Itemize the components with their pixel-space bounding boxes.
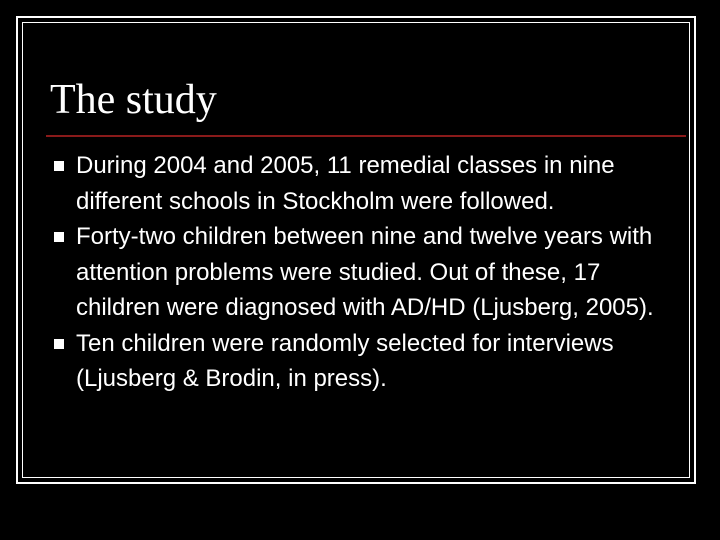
bullet-text: Ten children were randomly selected for interviews (Ljusberg & Brodin, in press).	[76, 329, 614, 392]
bullet-item	[54, 219, 674, 326]
title-divider	[46, 135, 686, 137]
square-bullet-icon	[54, 161, 64, 171]
bullet-item	[54, 326, 674, 397]
slide-title: The study	[50, 77, 217, 123]
bullet-text: Forty-two children between nine and twelve years with attention problems were studied. Out of these, 17 children were diagnosed with AD/HD (Ljusberg, 2005).	[76, 223, 654, 321]
bullet-list	[54, 148, 674, 397]
square-bullet-icon	[54, 232, 64, 242]
square-bullet-icon	[54, 339, 64, 349]
bullet-text: During 2004 and 2005, 11 remedial classes in nine different schools in Stockholm were followed.	[76, 152, 615, 215]
bullet-item	[54, 148, 674, 219]
